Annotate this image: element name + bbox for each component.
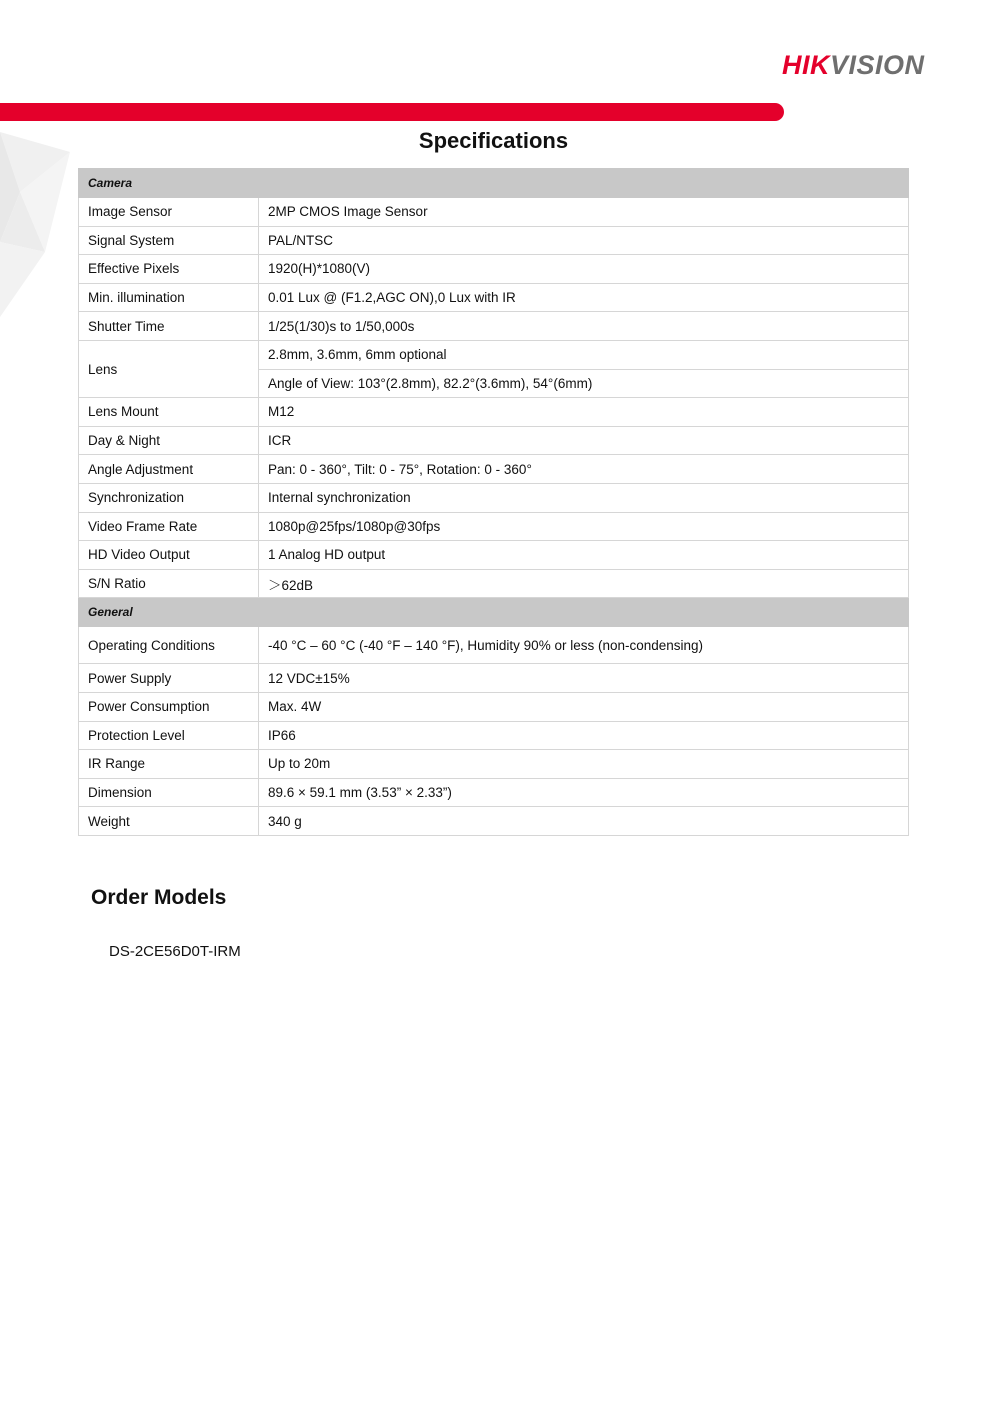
spec-row — [79, 226, 909, 255]
logo-graphic — [782, 46, 972, 82]
section-title: Camera — [79, 169, 909, 198]
spec-row — [79, 255, 909, 284]
spec-row — [79, 569, 909, 598]
spec-label: Lens — [79, 340, 259, 397]
spec-label: Video Frame Rate — [79, 512, 259, 541]
spec-row — [79, 807, 909, 836]
spec-row — [79, 750, 909, 779]
spec-row — [79, 312, 909, 341]
spec-label: Signal System — [79, 226, 259, 255]
spec-row — [79, 692, 909, 721]
spec-value: IP66 — [259, 721, 909, 750]
spec-label: Synchronization — [79, 483, 259, 512]
spec-value: 1/25(1/30)s to 1/50,000s — [259, 312, 909, 341]
spec-label: Effective Pixels — [79, 255, 259, 284]
page-title: Specifications — [418, 128, 569, 153]
svg-text:HIKVISION: HIKVISION — [782, 50, 925, 80]
spec-label: S/N Ratio — [79, 569, 259, 598]
order-models-heading: Order Models — [91, 886, 227, 909]
spec-row — [79, 455, 909, 484]
spec-label: Dimension — [79, 778, 259, 807]
spec-value: 1920(H)*1080(V) — [259, 255, 909, 284]
spec-row — [79, 340, 909, 369]
spec-label: Protection Level — [79, 721, 259, 750]
spec-row — [79, 664, 909, 693]
spec-value: Up to 20m — [259, 750, 909, 779]
spec-row — [79, 721, 909, 750]
section-header — [79, 598, 909, 627]
spec-row — [79, 627, 909, 664]
spec-label: Weight — [79, 807, 259, 836]
hikvision-logo — [782, 46, 972, 82]
spec-value: 2.8mm, 3.6mm, 6mm optional — [259, 340, 909, 369]
spec-value: M12 — [259, 398, 909, 427]
spec-row — [79, 398, 909, 427]
spec-row — [79, 283, 909, 312]
spec-label: HD Video Output — [79, 541, 259, 570]
spec-value: PAL/NTSC — [259, 226, 909, 255]
spec-label: Shutter Time — [79, 312, 259, 341]
spec-value: Pan: 0 - 360°, Tilt: 0 - 75°, Rotation: 0 - 360° — [259, 455, 909, 484]
spec-label: Min. illumination — [79, 283, 259, 312]
spec-label: Image Sensor — [79, 198, 259, 227]
header-accent-bar — [0, 103, 784, 121]
spec-value: -40 °C – 60 °C (-40 °F – 140 °F), Humidity 90% or less (non-condensing) — [259, 627, 909, 664]
spec-value: 1 Analog HD output — [259, 541, 909, 570]
spec-row — [79, 198, 909, 227]
spec-row — [79, 512, 909, 541]
spec-row — [79, 778, 909, 807]
specifications-table — [78, 168, 909, 836]
spec-label: Day & Night — [79, 426, 259, 455]
spec-value: 340 g — [259, 807, 909, 836]
spec-value: ICR — [259, 426, 909, 455]
spec-label: Power Supply — [79, 664, 259, 693]
spec-value: 89.6 × 59.1 mm (3.53” × 2.33”) — [259, 778, 909, 807]
order-model-number: DS-2CE56D0T-IRM — [109, 943, 241, 960]
spec-value: 1080p@25fps/1080p@30fps — [259, 512, 909, 541]
spec-value: 0.01 Lux @ (F1.2,AGC ON),0 Lux with IR — [259, 283, 909, 312]
spec-label: Operating Conditions — [79, 627, 259, 664]
spec-label: Angle Adjustment — [79, 455, 259, 484]
spec-value: ＞62dB — [259, 569, 909, 598]
spec-row — [79, 426, 909, 455]
spec-value: 12 VDC±15% — [259, 664, 909, 693]
spec-value: Internal synchronization — [259, 483, 909, 512]
spec-label: IR Range — [79, 750, 259, 779]
spec-value: Angle of View: 103°(2.8mm), 82.2°(3.6mm), 54°(6mm) — [259, 369, 909, 398]
spec-row — [79, 541, 909, 570]
spec-label: Power Consumption — [79, 692, 259, 721]
spec-label: Lens Mount — [79, 398, 259, 427]
spec-row — [79, 483, 909, 512]
section-title: General — [79, 598, 909, 627]
spec-value: Max. 4W — [259, 692, 909, 721]
spec-value: 2MP CMOS Image Sensor — [259, 198, 909, 227]
section-header — [79, 169, 909, 198]
